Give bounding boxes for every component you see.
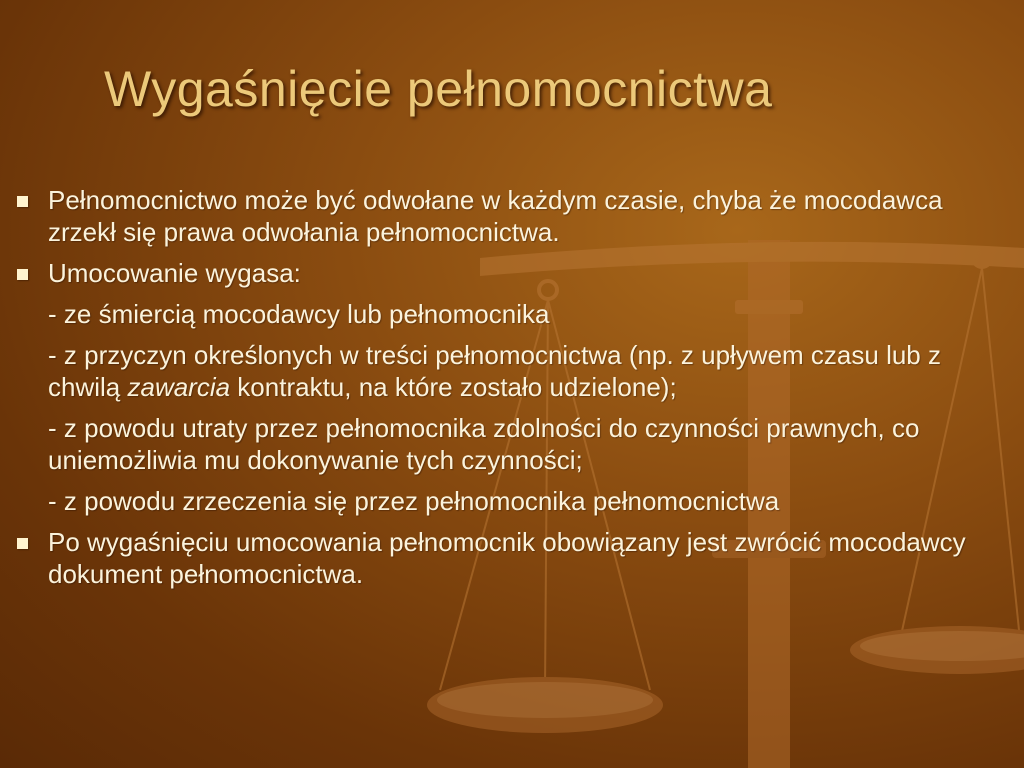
bullet-item xyxy=(14,257,1016,289)
bullet-text: Pełnomocnictwo może być odwołane w każdym czasie, chyba że mocodawca zrzekł się prawa odwołania pełnomocnictwa. xyxy=(48,185,943,247)
sub-item-text-start: - z przyczyn określonych w treści pełnomocnictwa (np. z upływem czasu lub z chwilą xyxy=(48,340,941,402)
sub-item xyxy=(14,412,1016,476)
square-bullet-icon xyxy=(17,269,28,280)
sub-item-text: - ze śmiercią mocodawcy lub pełnomocnika xyxy=(48,299,550,329)
sub-item-text-italic: zawarcia xyxy=(127,372,231,402)
bullet-item xyxy=(14,526,1016,590)
sub-item-text: - z powodu utraty przez pełnomocnika zdolności do czynności prawnych, co uniemożliwia mu dokonywanie tych czynności; xyxy=(48,413,920,475)
sub-item-text-end: kontraktu, na które zostało udzielone); xyxy=(230,372,677,402)
slide-content xyxy=(14,184,1016,599)
sub-item xyxy=(14,485,1016,517)
bullet-text: Po wygaśnięciu umocowania pełnomocnik obowiązany jest zwrócić mocodawcy dokument pełnomocnictwa. xyxy=(48,527,966,589)
sub-item xyxy=(14,339,1016,403)
sub-item-text: - z powodu zrzeczenia się przez pełnomocnika pełnomocnictwa xyxy=(48,486,780,516)
sub-item xyxy=(14,298,1016,330)
slide-title: Wygaśnięcie pełnomocnictwa xyxy=(104,61,773,117)
square-bullet-icon xyxy=(17,538,28,549)
square-bullet-icon xyxy=(17,196,28,207)
bullet-item xyxy=(14,184,1016,248)
bullet-text: Umocowanie wygasa: xyxy=(48,258,301,288)
